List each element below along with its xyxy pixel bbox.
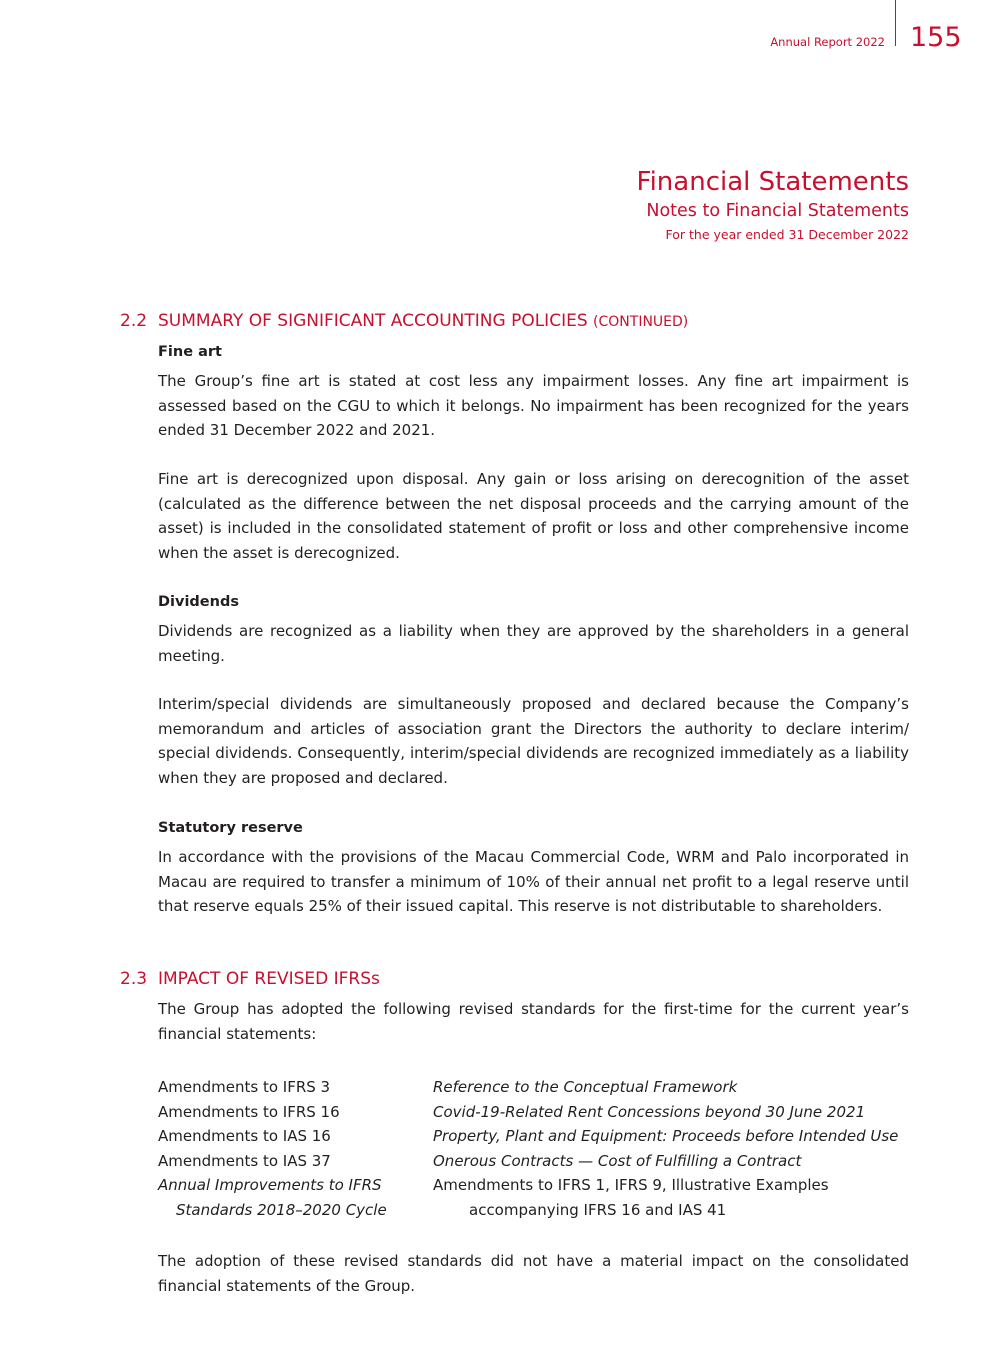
standard-name: Annual Improvements to IFRS [158,1176,382,1194]
standard-name: Standards 2018–2020 Cycle [176,1200,387,1219]
standard-name: Amendments to IAS 37 [158,1151,331,1170]
statutory-reserve-paragraph: In accordance with the provisions of the Macau Commercial Code, WRM and Palo incorporated in Macau are required to transfer a minimum of 10% of their annual net profit to a legal reserve until that reserve equals 25% of their issued capital. This reserve is not distributable to shareholders. [158,848,909,915]
dividends-heading: Dividends [158,594,239,610]
section-2-2-heading [120,310,688,333]
fine-art-paragraph-2: Fine art is derecognized upon disposal. Any gain or loss arising on derecognition of the asset (calculated as the difference between the net disposal proceeds and the carrying amount of the asset) is included in the consolidated statement of profit or loss and other comprehensive income when the asset is derecognized. [158,470,909,562]
ifrs-conclusion-paragraph: The adoption of these revised standards did not have a material impact on the consolidated financial statements of the Group. [158,1252,909,1295]
revised-standards-table [158,1075,918,1222]
table-row [158,1100,918,1125]
standard-description: Amendments to IFRS 1, IFRS 9, Illustrative Examples [433,1176,829,1194]
section-number: 2.2 [120,311,148,331]
section-title: IMPACT OF REVISED IFRSs [158,969,380,989]
reporting-period: For the year ended 31 December 2022 [665,227,909,242]
dividends-paragraph-2: Interim/special dividends are simultaneously proposed and declared because the Company’s memorandum and articles of association grant the Directors the authority to declare interim/ special dividends. Consequently, interim/special dividends are recognized immediately as a liability when they are proposed and declared. [158,695,909,787]
table-row [158,1149,918,1174]
header-divider [895,0,896,46]
fine-art-paragraph-1: The Group’s fine art is stated at cost less any impairment losses. Any fine art impairment is assessed based on the CGU to which it belongs. No impairment has been recognized for the years ended 31 December 2022 and 2021. [158,372,909,439]
standard-name: Amendments to IFRS 3 [158,1078,331,1096]
table-row [158,1075,918,1100]
standard-description: Onerous Contracts — Cost of Fulfilling a Contract [433,1151,802,1170]
page-subtitle: Notes to Financial Statements [646,201,909,221]
fine-art-heading: Fine art [158,344,222,360]
section-title: SUMMARY OF SIGNIFICANT ACCOUNTING POLICIES [158,311,588,331]
statutory-reserve-heading: Statutory reserve [158,820,303,836]
standard-name: Amendments to IAS 16 [158,1127,331,1145]
section-2-3-heading [120,968,380,990]
standard-name: Amendments to IFRS 16 [158,1102,340,1121]
report-label: Annual Report 2022 [770,35,885,49]
standard-description: Reference to the Conceptual Framework [433,1078,738,1096]
page-title: Financial Statements [636,167,909,197]
standard-description: accompanying IFRS 16 and IAS 41 [469,1200,727,1219]
standard-description: Property, Plant and Equipment: Proceeds before Intended Use [433,1127,899,1145]
ifrs-intro-paragraph: The Group has adopted the following revised standards for the first-time for the current year’s financial statements: [158,1000,909,1043]
table-row [158,1124,918,1149]
table-row [158,1173,918,1198]
section-number: 2.3 [120,969,148,989]
page-number: 155 [910,22,962,53]
section-continued-label: (CONTINUED) [593,314,689,330]
dividends-paragraph-1: Dividends are recognized as a liability when they are approved by the shareholders in a general meeting. [158,622,909,665]
standard-description: Covid-19-Related Rent Concessions beyond 30 June 2021 [433,1102,866,1121]
table-row [158,1198,918,1223]
